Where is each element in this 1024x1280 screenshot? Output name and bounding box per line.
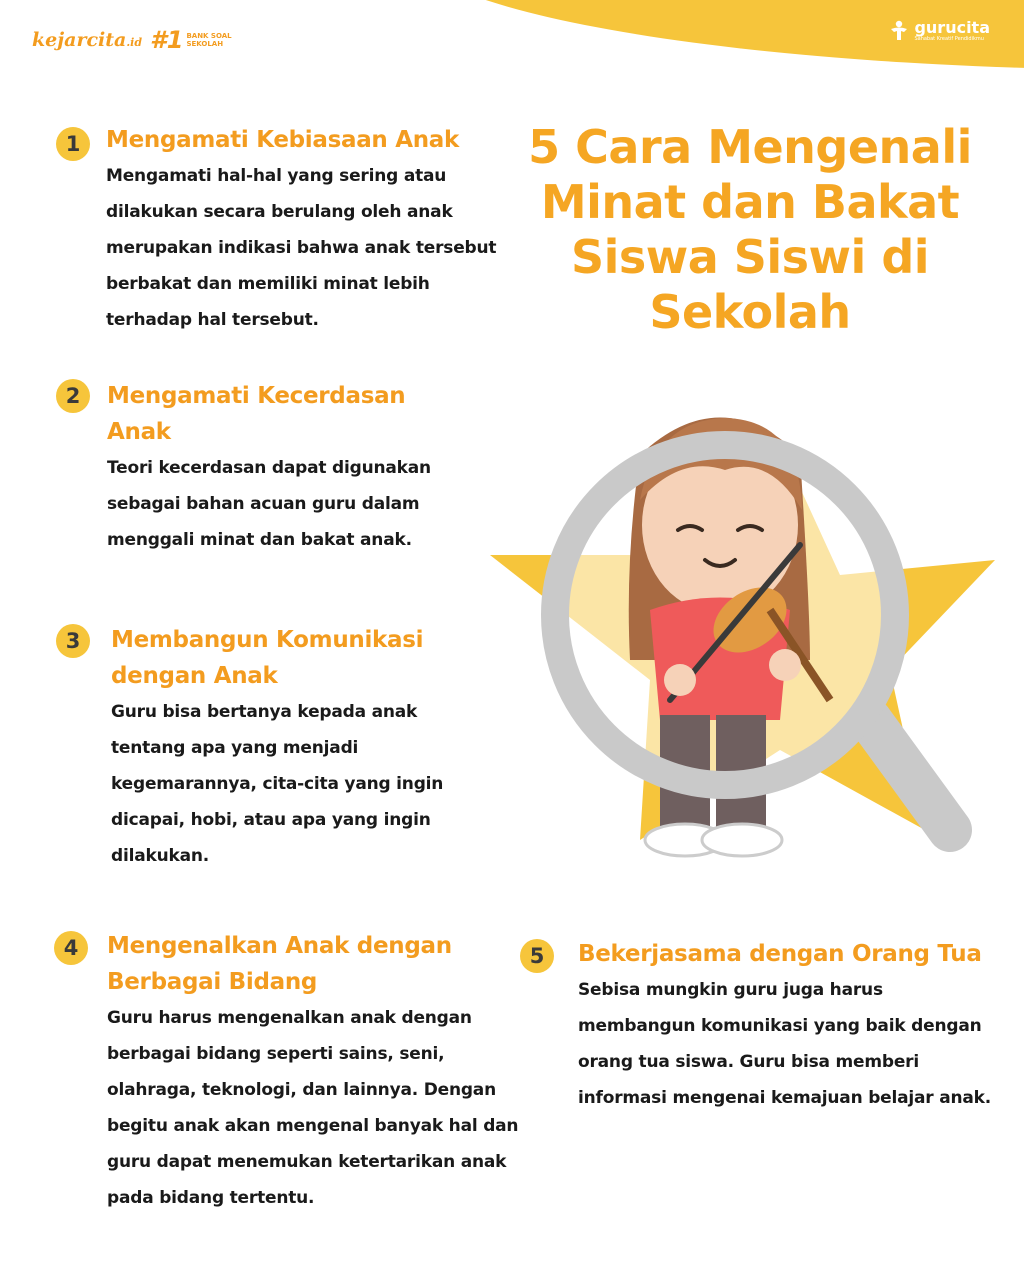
- tip-body: Guru harus mengenalkan anak dengan berbagai bidang seperti sains, seni, olahraga, teknologi, dan lainnya. Dengan begitu anak akan mengenal banyak hal dan guru dapat menemukan ketertarikan anak pada bidang tertentu.: [107, 1008, 519, 1208]
- tip-heading: Membangun Komunikasi dengan Anak: [111, 627, 424, 689]
- badge-number: #1: [150, 26, 184, 54]
- tip-body: Mengamati hal-hal yang sering atau dilakukan secara berulang oleh anak merupakan indikasi bahwa anak tersebut berbakat dan memiliki minat lebih terhadap hal tersebut.: [106, 166, 497, 330]
- badge-line2: SEKOLAH: [186, 40, 224, 48]
- kejarcita-logo: [32, 26, 232, 54]
- tip-heading: Mengenalkan Anak dengan Berbagai Bidang: [107, 933, 452, 995]
- gurucita-name: gurucita: [914, 18, 990, 37]
- tip-number-badge: 4: [54, 931, 88, 965]
- bank-soal-badge: [150, 26, 232, 54]
- kejarcita-name: kejarcita: [32, 29, 127, 51]
- tip-number-badge: 1: [56, 127, 90, 161]
- tip-body: Guru bisa bertanya kepada anak tentang apa yang menjadi kegemarannya, cita-cita yang ingin dicapai, hobi, atau apa yang ingin dilakukan.: [111, 702, 444, 866]
- tip-number-badge: 3: [56, 624, 90, 658]
- tip-heading: Mengamati Kecerdasan Anak: [107, 383, 406, 445]
- page-title: 5 Cara Mengenali Minat dan Bakat Siswa Siswi di Sekolah: [528, 120, 972, 339]
- kejarcita-suffix: .id: [126, 36, 143, 49]
- tip-number-badge: 2: [56, 379, 90, 413]
- gurucita-mark-icon: [889, 20, 909, 42]
- girl-violin-magnifier-illustration: [480, 360, 1000, 880]
- tip-heading: Bekerjasama dengan Orang Tua: [578, 941, 982, 967]
- gurucita-tagline: Sahabat Kreatif Pendidikmu: [914, 36, 984, 42]
- tip-number-badge: 5: [520, 939, 554, 973]
- tip-heading: Mengamati Kebiasaan Anak: [106, 127, 460, 153]
- gurucita-logo: [889, 20, 990, 42]
- tip-body: Teori kecerdasan dapat digunakan sebagai bahan acuan guru dalam menggali minat dan bakat anak.: [107, 458, 431, 550]
- badge-line1: BANK SOAL: [186, 32, 232, 40]
- tip-body: Sebisa mungkin guru juga harus membangun komunikasi yang baik dengan orang tua siswa. Guru bisa memberi informasi mengenai kemajuan belajar anak.: [578, 980, 991, 1108]
